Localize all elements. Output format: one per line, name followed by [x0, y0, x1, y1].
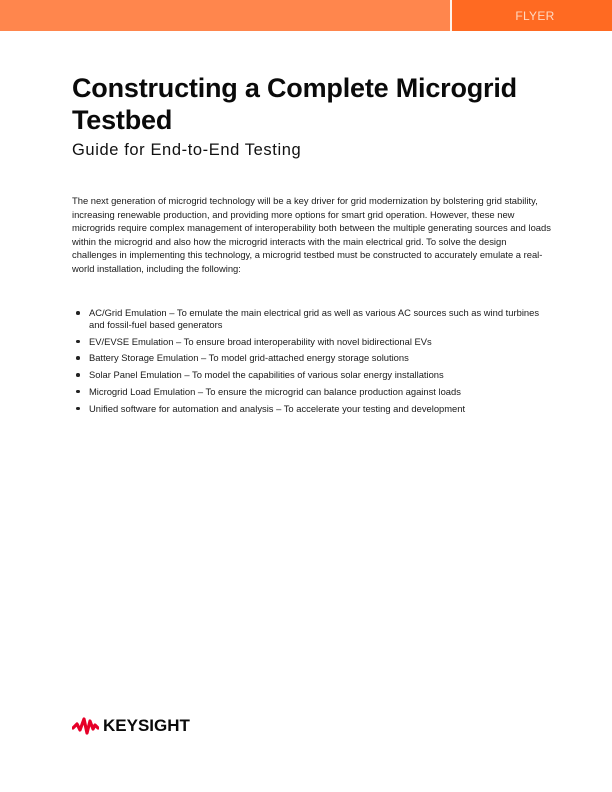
list-item-text: Microgrid Load Emulation – To ensure the microgrid can balance production against loads: [89, 385, 461, 397]
list-item-text: EV/EVSE Emulation – To ensure broad interoperability with novel bidirectional EVs: [89, 335, 432, 347]
bullet-icon: [76, 390, 80, 394]
list-item: [72, 352, 552, 364]
list-item: [72, 336, 552, 348]
header-bar: [0, 0, 612, 31]
list-item: [72, 369, 552, 381]
list-item: [72, 403, 552, 415]
list-item: [72, 386, 552, 398]
bullet-icon: [76, 311, 80, 315]
list-item-text: AC/Grid Emulation – To emulate the main electrical grid as well as various AC sources such as wind turbines and fossil-fuel based generators: [89, 307, 540, 330]
doc-type-label: FLYER: [515, 8, 555, 23]
bullet-icon: [76, 373, 80, 377]
list-item-text: Unified software for automation and analysis – To accelerate your testing and development: [89, 402, 466, 414]
header-bar-accent: [0, 0, 450, 31]
list-item-text: Solar Panel Emulation – To model the capabilities of various solar energy installations: [89, 369, 444, 381]
logo-wordmark: KEYSIGHT: [103, 716, 190, 735]
doc-type-tag: [452, 0, 612, 31]
intro-paragraph: The next generation of microgrid technology will be a key driver for grid modernization by bolstering grid stability, increasing renewable production, and providing more options for smart grid operation. However, these new microgrids require complex management of interoperability both between the multiple generating sources and loads within the microgrid and also how the microgrid interacts with the main electrical grid. To solve the design challenges in implementing this technology, a microgrid testbed must be constructed to accurately emulate a real-world installation, including the following:: [72, 195, 551, 274]
feature-list: [72, 307, 552, 420]
bullet-icon: [76, 356, 80, 360]
page-title: Constructing a Complete Microgrid Testbed: [72, 73, 517, 135]
list-item-text: Battery Storage Emulation – To model grid-attached energy storage solutions: [89, 352, 409, 364]
keysight-wave-icon: [72, 715, 99, 737]
bullet-icon: [76, 407, 80, 411]
bullet-icon: [76, 340, 80, 344]
keysight-logo: [72, 715, 190, 737]
page-subtitle: Guide for End-to-End Testing: [72, 141, 302, 159]
list-item: [72, 307, 552, 331]
